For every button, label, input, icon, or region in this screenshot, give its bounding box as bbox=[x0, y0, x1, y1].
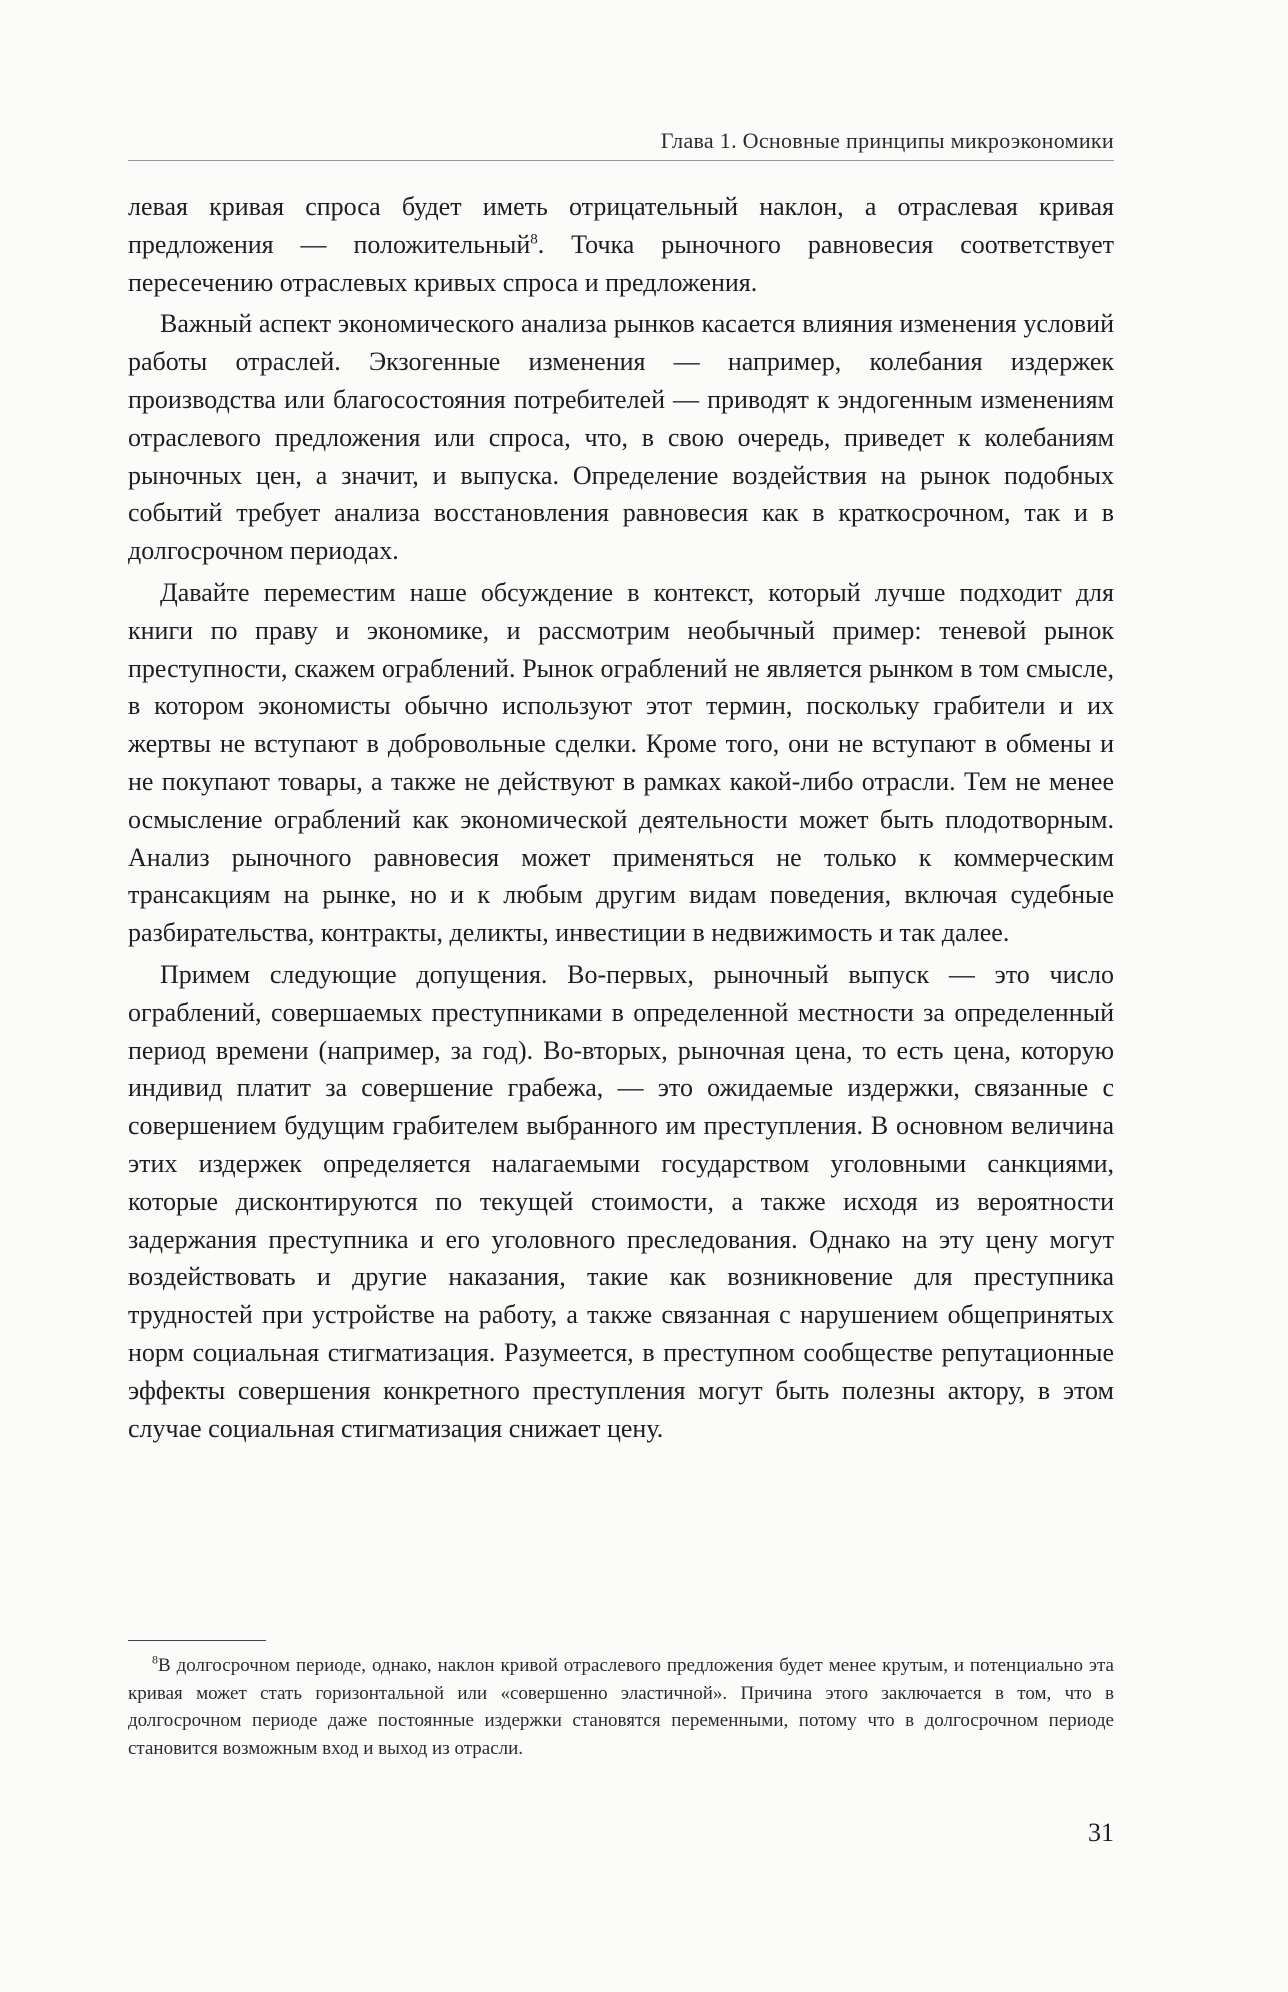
running-head: Глава 1. Основные принципы микроэкономики bbox=[660, 128, 1114, 153]
main-text bbox=[128, 188, 1114, 1451]
footnote-divider bbox=[128, 1640, 266, 1641]
footnote-number: 8 bbox=[152, 1652, 158, 1667]
page-number: 31 bbox=[1088, 1818, 1114, 1847]
paragraph: Давайте переместим наше обсуждение в контекст, который лучше подходит для книги по праву и экономике, и рассмотрим необычный пример: теневой рынок преступности, скажем ограблений. Рынок ограблений не является рынком в том смысле, в котором экономисты обычно используют этот термин, поскольку грабители и их жертвы не вступают в добровольные сделки. Кроме того, они не вступают в обмены и не покупают товары, а также не действуют в рамках какой-либо отрасли. Тем не менее осмысление ограблений как экономической деятельности может быть плодотворным. Анализ рыночного равновесия может применяться не только к коммерческим трансакциям на рынке, но и к любым другим видам поведения, включая судебные разбирательства, контракты, деликты, инвестиции в недвижимость и так далее. bbox=[128, 577, 1114, 948]
paragraph: Важный аспект экономического анализа рынков касается влияния изменения условий работы отраслей. Экзогенные изменения — например, колебания издержек производства или благосостояния потребителей — приводят к эндогенным изменениям отраслевого предложения или спроса, что, в свою очередь, приведет к колебаниям рыночных цен, а значит, и выпуска. Определение воздействия на рынок подобных событий требует анализа восстановления равновесия как в краткосрочном, так и в долгосрочном периодах. bbox=[128, 309, 1114, 566]
paragraph: Примем следующие допущения. Во-первых, рыночный выпуск — это число ограблений, совершаемых преступниками в определенной местности за определенный период времени (например, за год). Во-вторых, рыночная цена, то есть цена, которую индивид платит за совершение грабежа, — это ожидаемые издержки, связанные с совершением будущим грабителем выбранного им преступления. В основном величина этих издержек определяется налагаемыми государством уголовными санкциями, которые дисконтируются по текущей стоимости, а также исходя из вероятности задержания преступника и его уголовного преследования. Однако на эту цену могут воздействовать и другие наказания, такие как возникновение для преступника трудностей при устройстве на работу, а также связанная с нарушением общепринятых норм социальная стигматизация. Разумеется, в преступном сообществе репутационные эффекты совершения конкретного преступления могут быть полезны актору, в этом случае социальная стигматизация снижает цену. bbox=[128, 959, 1114, 1443]
paragraph-text: левая кривая спроса будет иметь отрицательный наклон, а отраслевая кривая предложения — положительный bbox=[128, 192, 1114, 259]
paragraph-text: . Точка рыночного равновесия соответствует пересечению отраслевых кривых спроса и предложения. bbox=[128, 229, 1114, 297]
paragraph bbox=[128, 188, 1114, 301]
footnote bbox=[128, 1652, 1114, 1762]
header-divider bbox=[128, 160, 1114, 161]
footnote-text: В долгосрочном периоде, однако, наклон кривой отраслевого предложения будет менее крутым, и потенциально эта кривая может стать горизонтальной или «совершенно эластичной». Причина этого заключается в том, что в долгосрочном периоде даже постоянные издержки становятся переменными, потому что в долгосрочном периоде становится возможным вход и выход из отрасли. bbox=[128, 1655, 1114, 1759]
footnote-reference[interactable]: 8 bbox=[530, 231, 538, 248]
